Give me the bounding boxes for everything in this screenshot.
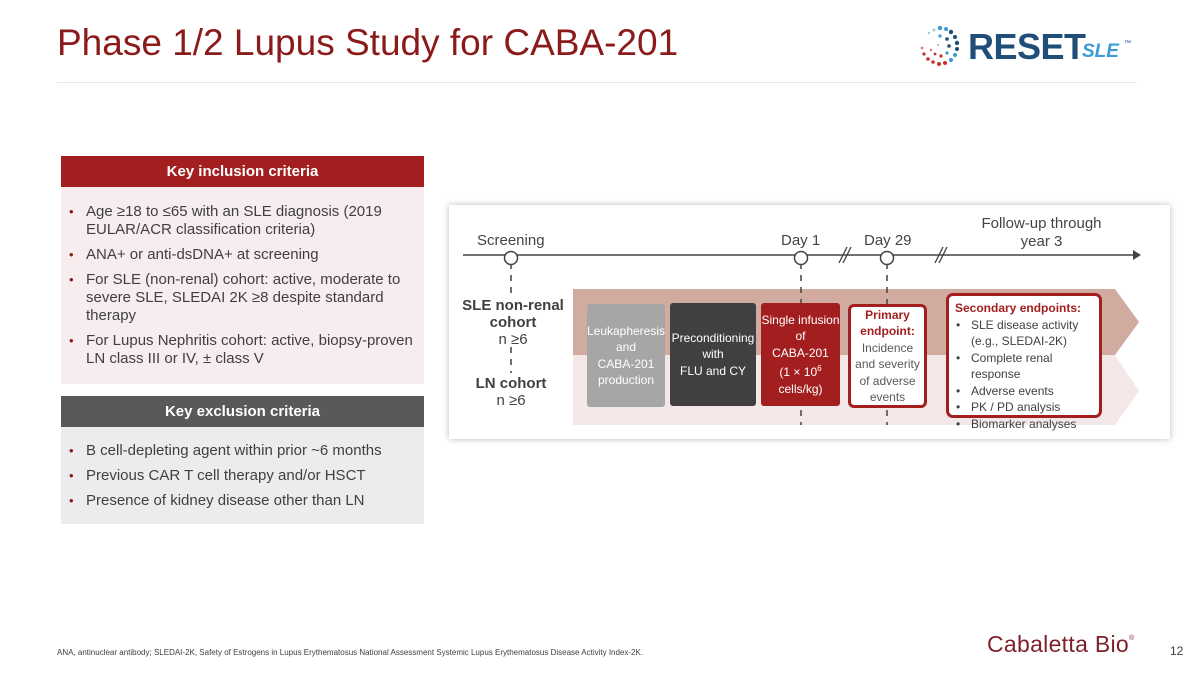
infusion-step [761, 303, 840, 406]
inclusion-item: • Age ≥18 to ≤65 with an SLE diagnosis (2019 EULAR/ACR classification criteria) [69, 203, 416, 239]
day29-marker [881, 252, 894, 265]
primary-endpoint-box [848, 304, 927, 408]
step-text: CABA-201 [772, 345, 829, 360]
primary-endpoint-heading: Primary [865, 307, 910, 322]
reset-sle-logo [918, 24, 1138, 70]
secondary-endpoints-box [946, 293, 1102, 431]
step-text: of [795, 329, 806, 344]
step-text: Preconditioning [671, 330, 755, 345]
timeline-arrowhead [1133, 250, 1141, 260]
secondary-endpoint-item: • Adverse events [955, 383, 1094, 400]
day1-marker [795, 252, 808, 265]
step-text: production [597, 373, 655, 387]
ln-cohort-size: n ≥6 [496, 392, 526, 409]
screening-label: Screening [477, 232, 545, 249]
screening-marker [505, 252, 518, 265]
primary-endpoint-heading: endpoint: [860, 324, 915, 338]
primary-endpoint-text: of adverse [859, 373, 916, 388]
title-divider [57, 82, 1137, 83]
exclusion-item: • B cell-depleting agent within prior ~6 months [69, 442, 416, 460]
step-text: Leukapheresis [586, 323, 666, 338]
dose-text [779, 361, 821, 381]
secondary-endpoint-item: • PK / PD analysis [955, 399, 1094, 416]
secondary-endpoint-item: • Complete renal response [955, 350, 1094, 383]
inclusion-heading: Key inclusion criteria [61, 156, 424, 187]
secondary-endpoints-list [955, 317, 1094, 433]
ln-cohort-name: LN cohort [475, 375, 547, 392]
dose-exponent: 6 [817, 364, 822, 374]
brand-name: Cabaletta Bio [987, 631, 1129, 657]
inclusion-item: • For SLE (non-renal) cohort: active, moderate to severe SLE, SLEDAI 2K ≥8 despite standard therapy [69, 271, 416, 325]
primary-endpoint-text: Incidence [861, 340, 914, 355]
inclusion-panel [61, 187, 424, 384]
inclusion-list [69, 203, 416, 375]
leukapheresis-step [587, 304, 665, 407]
primary-endpoint-text: events [869, 390, 906, 404]
footnote: ANA, antinuclear antibody; SLEDAI-2K, Safety of Estrogens in Lupus Erythematosus National Assessment Systemic Lupus Erythematosus Disease Activity Index-2K. [57, 648, 644, 657]
slide-title: Phase 1/2 Lupus Study for CABA-201 [57, 22, 679, 63]
primary-endpoint-text: and severity [855, 357, 920, 371]
secondary-endpoint-item: • SLE disease activity (e.g., SLEDAI-2K) [955, 317, 1094, 350]
cabaletta-bio-logo [987, 631, 1134, 658]
exclusion-panel [61, 427, 424, 524]
page-number: 12 [1170, 644, 1184, 658]
day29-label: Day 29 [864, 232, 912, 249]
exclusion-item: • Presence of kidney disease other than LN [69, 492, 416, 510]
sle-cohort-label [453, 297, 573, 348]
brand-registered-mark: ® [1129, 635, 1135, 642]
step-text: cells/kg) [778, 381, 823, 396]
exclusion-list [69, 442, 416, 517]
logo-trademark: ™ [1124, 40, 1131, 47]
study-design-diagram [449, 205, 1170, 439]
step-text: FLU and CY [679, 363, 747, 378]
ln-cohort-label [453, 375, 569, 409]
step-text: and [615, 340, 637, 354]
inclusion-item: • ANA+ or anti-dsDNA+ at screening [69, 246, 416, 264]
reset-swirl-logo-icon [918, 24, 962, 68]
preconditioning-step [670, 303, 756, 406]
sle-cohort-size: n ≥6 [498, 331, 528, 348]
day1-label: Day 1 [781, 232, 821, 249]
step-text: Single infusion [761, 312, 840, 327]
dose-prefix: (1 × 10 [779, 365, 818, 380]
step-text: with [702, 347, 724, 362]
exclusion-heading: Key exclusion criteria [61, 396, 424, 427]
sle-cohort-name: SLE non-renal cohort [462, 297, 564, 331]
logo-suffix: SLE [1082, 41, 1119, 62]
secondary-endpoint-item: • Biomarker analyses [955, 416, 1094, 433]
exclusion-item: • Previous CAR T cell therapy and/or HSCT [69, 467, 416, 485]
followup-label: Follow-up through year 3 [981, 215, 1102, 250]
step-text: CABA-201 [597, 356, 655, 371]
logo-wordmark: RESET [968, 26, 1086, 67]
inclusion-item: • For Lupus Nephritis cohort: active, biopsy-proven LN class III or IV, ± class V [69, 332, 416, 368]
secondary-endpoints-heading: Secondary endpoints: [955, 301, 1082, 315]
